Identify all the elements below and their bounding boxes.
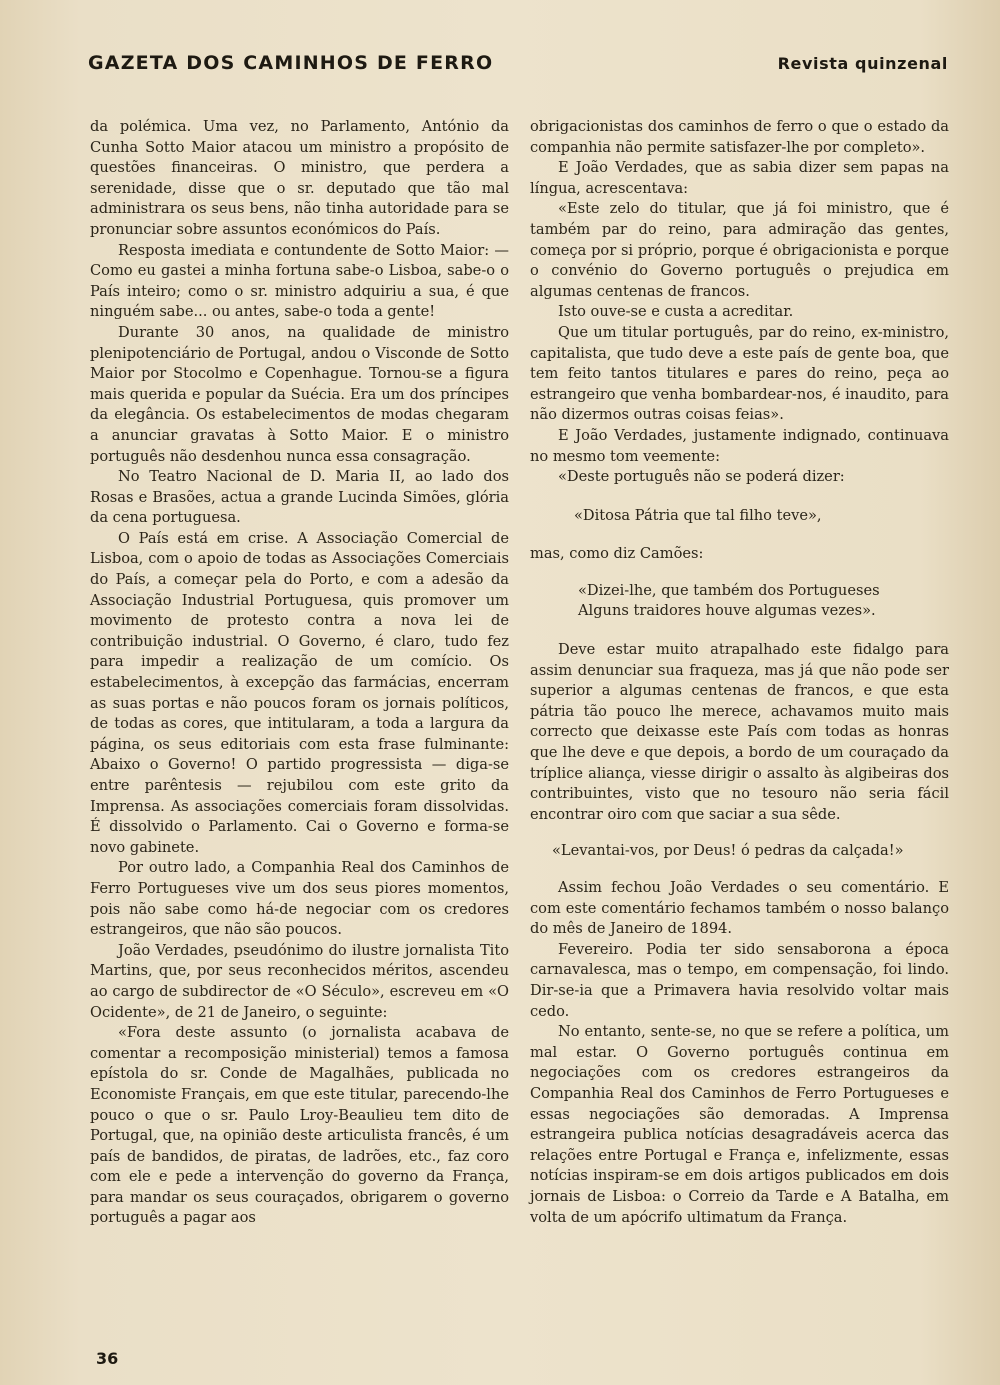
- publication-title: GAZETA DOS CAMINHOS DE FERRO: [88, 52, 494, 74]
- paragraph: O País está em crise. A Associação Comercial de Lisboa, com o apoio de todas as Associações Comerciais do País, a começar pela do Porto, e com a adesão da Associação Industrial Portuguesa, quis promover um movimento de protesto contra a nova lei de contribuição industrial. O Governo, é claro, tudo fez para impedir a realização de um comício. Os estabelecimentos, à excepção das farmácias, encerram as suas portas e não poucos foram os jornais políticos, de todas as cores, que intitularam, a toda a largura da página, os seus editoriais com esta frase fulminante: Abaixo o Governo! O partido progressista — diga-se entre parêntesis — rejubilou com este grito da Imprensa. As associações comerciais foram dissolvidas. É dissolvido o Parlamento. Cai o Governo e forma-se novo gabinete.: [90, 529, 509, 856]
- page-header: [88, 52, 948, 74]
- quoted-verse: «Ditosa Pátria que tal filho teve»,: [574, 506, 822, 524]
- paragraph: «Deste português não se poderá dizer:: [558, 468, 845, 486]
- verse-line: «Dizei-lhe, que também dos Portugueses: [578, 581, 880, 599]
- paragraph: Por outro lado, a Companhia Real dos Caminhos de Ferro Portugueses vive um dos seus piores momentos, pois não sabe como há-de negociar com os credores estrangeiros, que não são poucos.: [90, 859, 509, 939]
- paragraph: «Este zelo do titular, que já foi ministro, que é também par do reino, para admiração das gentes, começa por si próprio, porque é obrigacionista e porque o convénio do Governo português o prejudica em algumas centenas de francos.: [530, 200, 949, 300]
- paragraph: João Verdades, pseudónimo do ilustre jornalista Tito Martins, que, por seus reconhecidos méritos, ascendeu ao cargo de subdirector de «O Século», escreveu em «O Ocidente», de 21 de Janeiro, o seguinte:: [90, 941, 509, 1021]
- quoted-exclamation: «Levantai-vos, por Deus! ó pedras da calçada!»: [552, 842, 904, 860]
- paragraph: No Teatro Nacional de D. Maria II, ao lado dos Rosas e Brasões, actua a grande Lucinda Simões, glória da cena portuguesa.: [90, 468, 509, 527]
- right-column: [530, 117, 949, 1228]
- paragraph: E João Verdades, que as sabia dizer sem papas na língua, acrescentava:: [530, 159, 949, 197]
- paragraph: No entanto, sente-se, no que se refere a política, um mal estar. O Governo português continua em negociações com os credores estrangeiros da Companhia Real dos Caminhos de Ferro Portugueses e essas negociações são demoradas. A Imprensa estrangeira publica notícias desagradáveis acerca das relações entre Portugal e França e, infelizmente, essas notícias inspiram-se em dois artigos publicados em dois jornais de Lisboa: o Correio da Tarde e A Batalha, em volta de um apócrifo ultimatum da França.: [530, 1023, 949, 1226]
- paragraph: obrigacionistas dos caminhos de ferro o que o estado da companhia não permite satisfazer-lhe por completo».: [530, 118, 949, 156]
- paragraph: Que um titular português, par do reino, ex-ministro, capitalista, que tudo deve a este país de gente boa, que tem feito tantos titulares e pares do reino, peça ao estrangeiro que venha bombardear-nos, é inaudito, para não dizermos outras coisas feias».: [530, 323, 949, 424]
- camoes-quote: [578, 581, 949, 622]
- paragraph: Isto ouve-se e custa a acreditar.: [558, 303, 794, 321]
- publication-subtitle: Revista quinzenal: [777, 54, 948, 73]
- paragraph: mas, como diz Camões:: [530, 545, 704, 563]
- paragraph: da polémica. Uma vez, no Parlamento, António da Cunha Sotto Maior atacou um ministro a propósito de questões financeiras. O ministro, que perdera a serenidade, disse que o sr. deputado que tão mal administrara os seus bens, não tinha autoridade para se pronunciar sobre assuntos económicos do País.: [90, 118, 509, 238]
- paragraph: E João Verdades, justamente indignado, continuava no mesmo tom veemente:: [530, 426, 949, 465]
- page-number: 36: [96, 1349, 119, 1368]
- paragraph: Assim fechou João Verdades o seu comentário. E com este comentário fechamos também o nosso balanço do mês de Janeiro de 1894.: [530, 879, 949, 938]
- paragraph: «Fora deste assunto (o jornalista acabava de comentar a recomposição ministerial) temos a famosa epístola do sr. Conde de Magalhães, publicada no Economiste Français, em que este titular, parecendo-lhe pouco o que o sr. Paulo Lroy-Beaulieu tem dito de Portugal, que, na opinião deste articulista francês, é um país de bandidos, de piratas, de ladrões, etc., faz coro com ele e pede a intervenção do governo da França, para mandar os seus couraçados, obrigarem o governo português a pagar aos: [90, 1024, 509, 1227]
- paragraph: Resposta imediata e contundente de Sotto Maior: — Como eu gastei a minha fortuna sabe-o Lisboa, sabe-o o País inteiro; como o sr. ministro adquiriu a sua, é que ninguém sabe... ou antes, sabe-o toda a gente!: [90, 241, 509, 321]
- paragraph: Durante 30 anos, na qualidade de ministro plenipotenciário de Portugal, andou o Visconde de Sotto Maior por Stocolmo e Copenhague. Tornou-se a figura mais querida e popular da Suécia. Era um dos príncipes da elegância. Os estabelecimentos de modas chegaram a anunciar gravatas à Sotto Maior. E o ministro português não desdenhou nunca essa consagração.: [90, 323, 509, 465]
- paragraph: Deve estar muito atrapalhado este fidalgo para assim denunciar sua fraqueza, mas já que não pode ser superior a algumas centenas de francos, e que esta pátria tão pouco lhe merece, achavamos muito mais correcto que deixasse este País com todas as honras que lhe deve e que depois, a bordo de um couraçado da tríplice aliança, viesse dirigir o assalto às algibeiras dos contribuintes, visto que no tesouro não seria fácil encontrar oiro com que saciar a sua sêde.: [530, 641, 949, 823]
- paragraph: Fevereiro. Podia ter sido sensaborona a época carnavalesca, mas o tempo, em compensação, foi lindo. Dir-se-ia que a Primavera havia resolvido voltar mais cedo.: [530, 940, 949, 1020]
- left-column: [90, 117, 509, 1229]
- verse-line: Alguns traidores houve algumas vezes».: [578, 602, 876, 620]
